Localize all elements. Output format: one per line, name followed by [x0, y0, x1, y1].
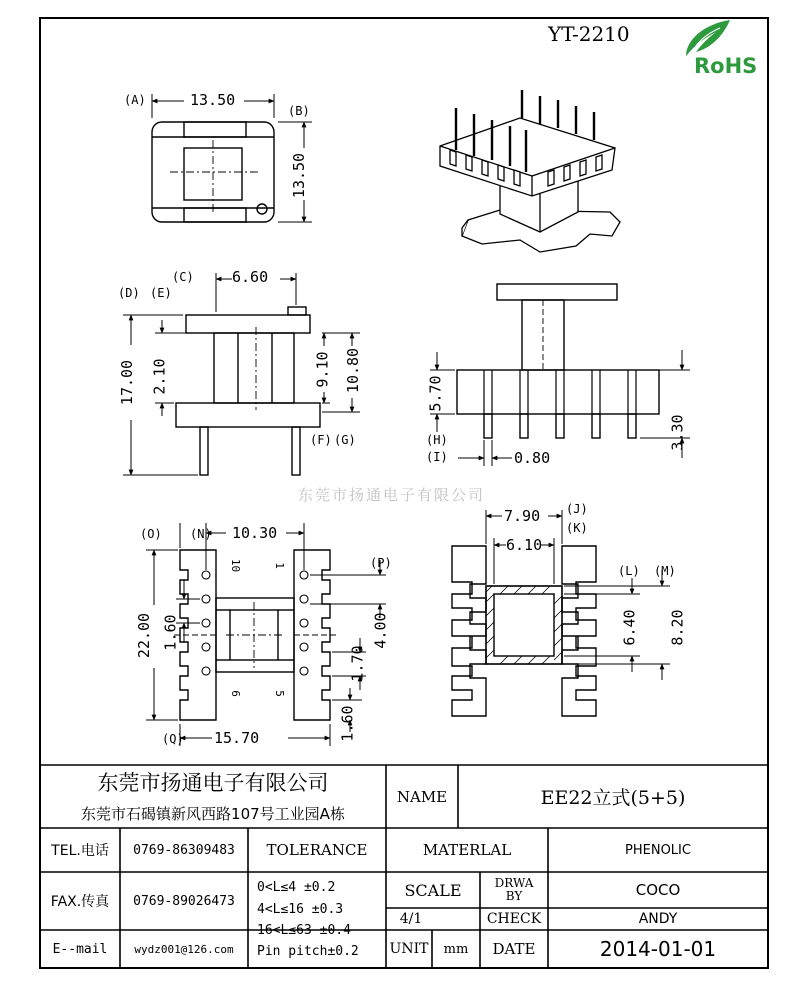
pin-label-10: 10: [229, 558, 243, 573]
unit-label: UNIT: [389, 941, 429, 957]
dim-ref-m: (M): [654, 564, 676, 578]
dim-side-k: 3.30: [668, 414, 687, 451]
company-name: 东莞市扬通电子有限公司: [97, 771, 329, 795]
rohs-logo: [686, 20, 730, 58]
dim-ref-b: (B): [288, 104, 310, 118]
date-label: DATE: [492, 940, 536, 958]
dim-section-l: 6.40: [620, 609, 639, 646]
watermark: 东莞市扬通电子有限公司: [298, 486, 486, 504]
rohs-logo-text: RoHS: [694, 54, 758, 78]
dim-ref-h: (H): [426, 433, 448, 447]
pin-label-5: 5: [272, 690, 286, 697]
company-address: 东莞市石碣镇新风西路107号工业园A栋: [81, 804, 345, 823]
unit-value: mm: [443, 941, 469, 957]
date-value: 2014-01-01: [599, 937, 717, 961]
fax-value: 0769-89026473: [133, 893, 235, 909]
dim-section-j: 7.90: [504, 507, 541, 525]
tel-value: 0769-86309483: [133, 842, 235, 858]
dim-ref-n: (N): [190, 527, 212, 541]
dim-ref-p: (P): [370, 556, 392, 570]
dim-ref-j: (J): [566, 502, 588, 516]
dim-front-f: 9.10: [313, 351, 332, 388]
pin-label-6: 6: [228, 690, 242, 697]
dim-ref-d: (D): [118, 286, 140, 300]
tolerance-row-3: 16<L≤63 ±0.4: [257, 923, 351, 938]
drawn-by-value: COCO: [635, 881, 681, 899]
dim-ref-l: (L): [618, 564, 640, 578]
dim-section-k: 6.10: [506, 536, 543, 554]
dim-side-h: 5.70: [426, 375, 445, 412]
material-label: MATERLAL: [422, 841, 512, 859]
dim-bottom-n: 10.30: [232, 524, 278, 542]
side-view: [426, 284, 690, 466]
dim-ref-k: (K): [566, 521, 588, 535]
drawn-by-label: DRWA BY: [494, 875, 534, 903]
dim-bottom-s: 1.60: [338, 705, 357, 742]
dim-ref-g: (G): [334, 433, 356, 447]
tolerance-row-1: 0<L≤4 ±0.2: [257, 880, 336, 895]
dim-side-i: 0.80: [514, 449, 551, 467]
fax-label: FAX.传真: [50, 894, 110, 910]
check-label: CHECK: [486, 911, 542, 927]
tel-label: TEL.电话: [51, 843, 109, 859]
dim-ref-f: (F): [310, 433, 332, 447]
dim-top-height: 13.50: [290, 152, 309, 199]
tolerance-row-2: 4<L≤16 ±0.3: [257, 902, 344, 917]
part-number: YT-2210: [548, 22, 630, 46]
scale-value: 4/1: [399, 911, 423, 927]
scale-label: SCALE: [404, 880, 462, 900]
dim-ref-o: (O): [140, 527, 162, 541]
dim-ref-c: (C): [172, 270, 194, 284]
dim-front-g: 10.80: [344, 347, 363, 394]
dim-bottom-r: 1.70: [348, 645, 367, 682]
dim-front-e: 2.10: [150, 358, 169, 395]
dim-ref-i: (I): [426, 450, 448, 464]
dim-ref-a: (A): [124, 93, 146, 107]
email-label: E--mail: [52, 941, 108, 957]
check-value: ANDY: [638, 911, 678, 927]
dim-ref-q: (Q): [162, 732, 184, 746]
dim-front-c: 6.60: [232, 268, 269, 286]
dim-section-m: 8.20: [668, 609, 687, 646]
material-value: PHENOLIC: [625, 842, 691, 858]
email-value: wydz001@126.com: [134, 942, 234, 956]
dim-top-width: 13.50: [190, 91, 236, 109]
part-name: EE22立式(5+5): [540, 787, 686, 809]
dim-bottom-q: 15.70: [214, 729, 260, 747]
tolerance-row-4: Pin pitch±0.2: [257, 944, 359, 959]
dim-front-d: 17.00: [118, 359, 137, 406]
isometric-view: [440, 90, 620, 252]
dim-ref-e: (E): [150, 286, 172, 300]
dim-bottom-p: 4.00: [371, 612, 390, 649]
dim-bottom-o: 22.00: [135, 612, 154, 659]
tolerance-label: TOLERANCE: [266, 841, 368, 859]
name-label: NAME: [396, 787, 448, 806]
dim-bottom-pitch: 1.60: [161, 614, 180, 651]
pin-label-1: 1: [272, 562, 286, 569]
